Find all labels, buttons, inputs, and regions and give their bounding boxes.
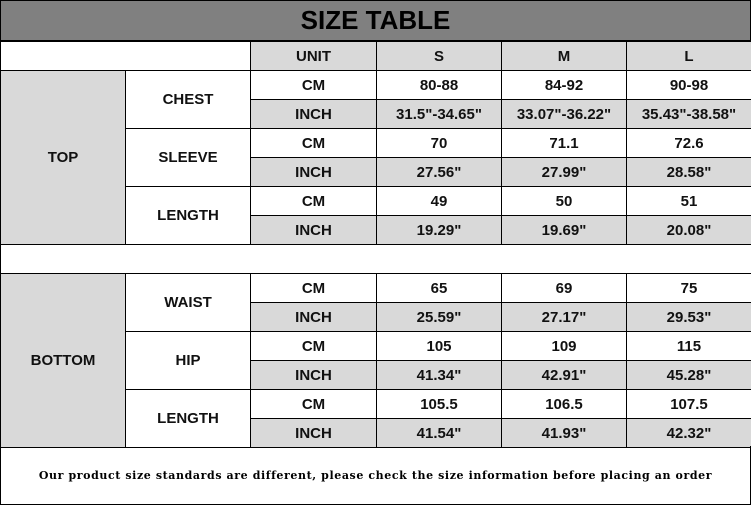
value-cell: 42.32": [627, 419, 751, 448]
value-cell: 80-88: [377, 71, 502, 100]
value-cell: 50: [502, 187, 627, 216]
value-cell: 41.34": [377, 361, 502, 390]
value-cell: 106.5: [502, 390, 627, 419]
group-label-bottom: BOTTOM: [1, 274, 126, 448]
spacer-cell: [1, 245, 751, 274]
header-size-m: M: [502, 42, 627, 71]
value-cell: 90-98: [627, 71, 751, 100]
value-cell: 49: [377, 187, 502, 216]
header-blank-cell: [1, 42, 251, 71]
spacer-row: [1, 245, 751, 274]
unit-cell: INCH: [251, 303, 377, 332]
value-cell: 71.1: [502, 129, 627, 158]
size-table: [0, 41, 751, 448]
unit-cell: INCH: [251, 361, 377, 390]
unit-cell: CM: [251, 71, 377, 100]
header-unit: UNIT: [251, 42, 377, 71]
value-cell: 84-92: [502, 71, 627, 100]
value-cell: 105.5: [377, 390, 502, 419]
measure-label: WAIST: [126, 274, 251, 332]
unit-cell: CM: [251, 332, 377, 361]
footer-note: Our product size standards are different, please check the size information before placing an order: [0, 446, 751, 505]
value-cell: 45.28": [627, 361, 751, 390]
table-row: [1, 274, 751, 303]
unit-cell: CM: [251, 129, 377, 158]
value-cell: 35.43"-38.58": [627, 100, 751, 129]
value-cell: 27.56": [377, 158, 502, 187]
measure-label: LENGTH: [126, 187, 251, 245]
value-cell: 105: [377, 332, 502, 361]
measure-label: CHEST: [126, 71, 251, 129]
measure-label: HIP: [126, 332, 251, 390]
value-cell: 65: [377, 274, 502, 303]
measure-label: LENGTH: [126, 390, 251, 448]
size-table-title: SIZE TABLE: [0, 0, 751, 41]
value-cell: 27.99": [502, 158, 627, 187]
value-cell: 41.54": [377, 419, 502, 448]
unit-cell: INCH: [251, 419, 377, 448]
value-cell: 19.29": [377, 216, 502, 245]
group-label-top: TOP: [1, 71, 126, 245]
value-cell: 109: [502, 332, 627, 361]
unit-cell: INCH: [251, 216, 377, 245]
value-cell: 27.17": [502, 303, 627, 332]
value-cell: 107.5: [627, 390, 751, 419]
header-size-l: L: [627, 42, 751, 71]
value-cell: 19.69": [502, 216, 627, 245]
value-cell: 41.93": [502, 419, 627, 448]
unit-cell: CM: [251, 187, 377, 216]
value-cell: 72.6: [627, 129, 751, 158]
value-cell: 75: [627, 274, 751, 303]
value-cell: 31.5"-34.65": [377, 100, 502, 129]
value-cell: 51: [627, 187, 751, 216]
unit-cell: INCH: [251, 100, 377, 129]
value-cell: 33.07"-36.22": [502, 100, 627, 129]
value-cell: 115: [627, 332, 751, 361]
unit-cell: INCH: [251, 158, 377, 187]
measure-label: SLEEVE: [126, 129, 251, 187]
unit-cell: CM: [251, 274, 377, 303]
unit-cell: CM: [251, 390, 377, 419]
value-cell: 25.59": [377, 303, 502, 332]
value-cell: 69: [502, 274, 627, 303]
value-cell: 70: [377, 129, 502, 158]
table-row: [1, 71, 751, 100]
value-cell: 29.53": [627, 303, 751, 332]
value-cell: 42.91": [502, 361, 627, 390]
header-size-s: S: [377, 42, 502, 71]
header-row: [1, 42, 751, 71]
value-cell: 28.58": [627, 158, 751, 187]
value-cell: 20.08": [627, 216, 751, 245]
